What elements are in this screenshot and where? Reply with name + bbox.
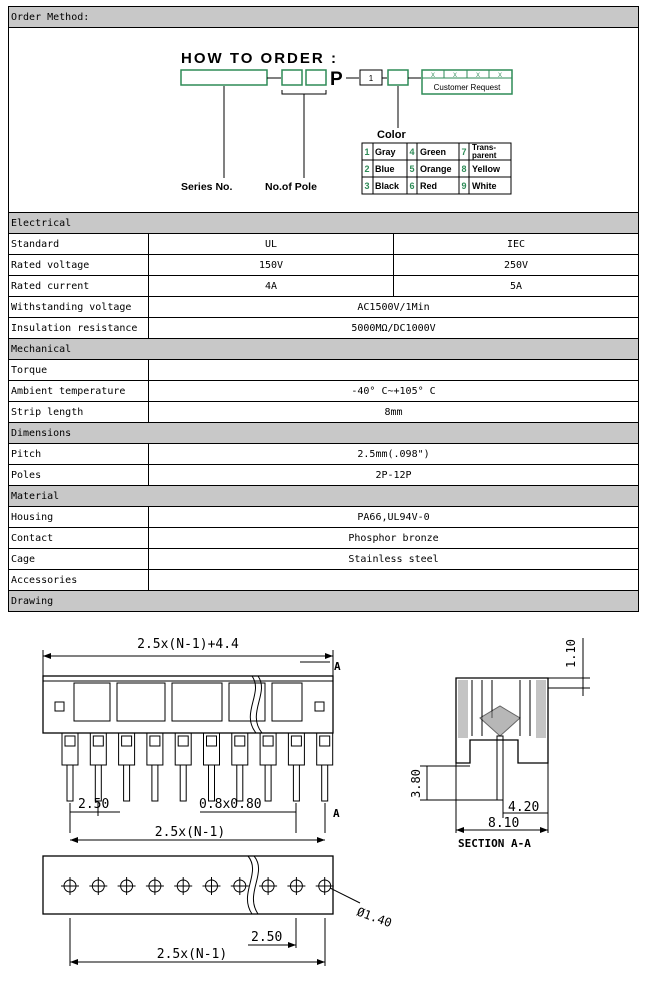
color-code: 6 [409,181,415,191]
row-strip-length [9,402,639,423]
color-name: Red [420,181,438,191]
dim-side-inner: 4.20 [508,800,540,815]
hole [146,877,164,895]
spec-value: Stainless steel [149,549,639,570]
color-name: Yellow [472,164,501,174]
pin [204,733,220,801]
spec-value-iec: 5A [394,276,639,297]
spec-value-ul: 150V [149,255,394,276]
row-housing [9,507,639,528]
spec-value [149,570,639,591]
section-dimensions: Dimensions [9,423,639,444]
pin [288,733,304,801]
row-contact [9,528,639,549]
color-name: Green [420,147,447,157]
dim-side-height: 3.80 [409,769,423,798]
color-code: 2 [364,164,370,174]
color-name-cont: parent [472,151,497,160]
x-mark-1: X [430,73,436,79]
spec-value: PA66,UL94V-0 [149,507,639,528]
row-torque [9,360,639,381]
spec-label: Rated voltage [9,255,149,276]
spec-value-ul: UL [149,234,394,255]
dim-bottom-pitch: 2.50 [251,930,283,945]
pin [119,733,135,801]
technical-drawing [0,618,650,978]
order-method-panel [9,28,639,213]
spec-label: Contact [9,528,149,549]
dim-pin-size: 0.8x0.80 [199,797,262,812]
color-code: 9 [461,181,467,191]
color-code: 8 [461,164,467,174]
color-name: White [472,181,497,191]
spec-value-iec: IEC [394,234,639,255]
color-title: Color [377,129,406,141]
row-standard [9,234,639,255]
no-of-pole-label: No.of Pole [265,181,317,193]
pin-array [62,733,333,801]
spec-label: Accessories [9,570,149,591]
hole [61,877,79,895]
section-electrical: Electrical [9,213,639,234]
row-cage [9,549,639,570]
spec-label: Poles [9,465,149,486]
pole-box-1 [282,70,302,85]
spec-value: 2P-12P [149,465,639,486]
spec-value-iec: 250V [394,255,639,276]
order-title: HOW TO ORDER [181,50,325,67]
section-view [409,638,590,850]
section-mechanical: Mechanical [9,339,639,360]
color-code: 3 [364,181,370,191]
section-marker-top: A [334,660,341,673]
spec-value [149,360,639,381]
section-material: Material [9,486,639,507]
order-title-colon: : [331,50,336,67]
spec-value: Phosphor bronze [149,528,639,549]
pin [147,733,163,801]
spec-sheet [8,6,638,612]
color-name: Gray [375,147,396,157]
row-insulation-resistance [9,318,639,339]
hole [174,877,192,895]
spec-label: Cage [9,549,149,570]
color-name: Blue [375,164,395,174]
color-code: 7 [461,147,467,157]
spec-label: Pitch [9,444,149,465]
pole-box-2 [306,70,326,85]
spec-label: Withstanding voltage [9,297,149,318]
hole [316,877,334,895]
section-order-method: Order Method: [9,7,639,28]
row-rated-voltage [9,255,639,276]
spec-label: Insulation resistance [9,318,149,339]
front-view [43,637,341,843]
dim-side-top: 1.10 [564,639,578,668]
order-p-letter: P [330,69,343,90]
spec-value: 2.5mm(.098") [149,444,639,465]
dim-overall-width: 2.5x(N-1)+4.4 [137,637,239,652]
hole [118,877,136,895]
pin [62,733,78,801]
section-drawing: Drawing [9,591,639,612]
customer-request-label: Customer Request [433,83,501,92]
row-accessories [9,570,639,591]
color-box [388,70,408,85]
section-label: SECTION A-A [458,837,531,850]
row-pitch [9,444,639,465]
hole [259,877,277,895]
pin [232,733,248,801]
series-no-label: Series No. [181,181,233,193]
bottom-view [43,856,394,966]
color-name: Orange [420,164,452,174]
row-ambient-temperature [9,381,639,402]
x-mark-3: X [475,73,481,79]
spec-label: Housing [9,507,149,528]
section-marker-bottom: A [333,807,340,820]
series-box [181,70,267,85]
spec-label: Torque [9,360,149,381]
hole-array [61,877,334,895]
row-withstanding-voltage [9,297,639,318]
pin [317,733,333,801]
spec-value: 8mm [149,402,639,423]
dim-side-depth: 8.10 [488,816,520,831]
hole [231,877,249,895]
hole [89,877,107,895]
hole [287,877,305,895]
dim-pitch: 2.50 [78,797,110,812]
spec-value: -40° C~+105° C [149,381,639,402]
row-rated-current [9,276,639,297]
color-code-value: 1 [368,74,374,83]
dim-bottom-span: 2.5x(N-1) [156,947,228,962]
color-name: Black [375,181,400,191]
x-mark-4: X [497,73,503,79]
spec-value: AC1500V/1Min [149,297,639,318]
color-code: 5 [409,164,415,174]
pin [90,733,106,801]
hole [203,877,221,895]
row-poles [9,465,639,486]
spec-value-ul: 4A [149,276,394,297]
spec-value: 5000MΩ/DC1000V [149,318,639,339]
spec-label: Strip length [9,402,149,423]
pin [260,733,276,801]
color-code: 1 [364,147,370,157]
dim-span: 2.5x(N-1) [154,825,226,840]
color-name: Trans- [472,143,497,152]
x-mark-2: X [452,73,458,79]
spec-label: Standard [9,234,149,255]
color-code: 4 [409,147,415,157]
how-to-order-diagram [11,28,639,212]
dim-hole-diameter: Ø1.40 [354,904,394,931]
spec-table [8,6,639,612]
spec-label: Rated current [9,276,149,297]
pin [175,733,191,801]
spec-label: Ambient temperature [9,381,149,402]
color-table [362,143,511,194]
